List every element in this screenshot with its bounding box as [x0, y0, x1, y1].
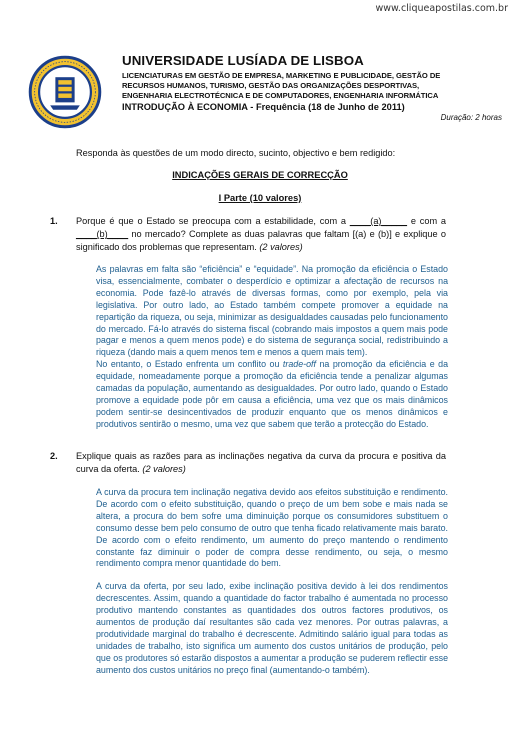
question-number: 2.: [50, 451, 58, 461]
blank-a: ____(a)_____: [349, 216, 408, 226]
exam-duration: Duração: 2 horas: [440, 113, 502, 122]
watermark: www.cliqueapostilas.com.br: [375, 3, 508, 14]
answer-2: [96, 487, 448, 677]
part-title: I Parte (10 valores): [218, 193, 302, 203]
question-text: Explique quais as razões para as inclinações negativa da curva da procura e positiva da curva da oferta. (2 valores): [76, 451, 446, 475]
exam-subject: INTRODUÇÃO À ECONOMIA - Frequência (18 de Junho de 2011): [122, 102, 405, 112]
courses-line-3: ENGENHARIA ELECTROTÉCNICA E DE COMPUTADORES, ENGENHARIA INFORMÁTICA: [122, 91, 439, 100]
answer-paragraph: A curva da oferta, por seu lado, exibe inclinação positiva devido à lei dos rendimentos decrescentes. Assim, quando a quantidade do factor trabalho é aumentada no processo produtivo mantendo constantes as quantidades dos outros factores produtivos, os aumentos de produção daí resultantes são cada vez menores. Por outras palavras, a produtividade marginal do trabalho é decrescente. Admitindo salário igual para todas as unidades de trabalho, isto significa um aumento dos custos unitários de produção, pelo que os produtores só estarão dispostos a aumentar a produção se puderem reflectir esse aumento dos custos unitários no preço final (aumentando-o também).: [96, 581, 448, 675]
courses-line-1: LICENCIATURAS EM GESTÃO DE EMPRESA, MARKETING E PUBLICIDADE, GESTÃO DE: [122, 71, 441, 80]
question-text: Porque é que o Estado se preocupa com a estabilidade, com a ____(a)_____ e com a ____(b)____ no mercado? Complete as duas palavras que faltam [(a) e (b)] e explique o significado dos problemas que representam. (2 valores): [76, 216, 446, 253]
question-marks: (2 valores): [142, 464, 186, 475]
question-1: [50, 215, 446, 255]
answer-1: [96, 264, 448, 431]
blank-b: ____(b)____: [76, 229, 129, 240]
question-number: 1.: [50, 216, 58, 226]
question-marks: (2 valores): [259, 242, 303, 253]
university-seal-logo: [28, 55, 102, 129]
question-2: [50, 450, 446, 476]
answer-paragraph: No entanto, o Estado enfrenta um conflito ou trade-off na promoção da eficiência e da equidade, nomeadamente porque a promoção da eficiência tende a penalizar algumas camadas da população, aumentando as desigualdades. Por outro lado, quando o Estado promove a equidade pode pôr em causa a eficiência, uma vez que os mais dinâmicos podem sentir-se desincentivados de produzir enquanto que os menos dinâmicos e produtivos sentirão o mesmo, uma vez que sabem que terão a protecção do Estado.: [96, 359, 448, 429]
university-name: UNIVERSIDADE LUSÍADA DE LISBOA: [122, 53, 364, 68]
section-title: INDICAÇÕES GERAIS DE CORRECÇÃO: [172, 170, 348, 180]
answer-paragraph: A curva da procura tem inclinação negativa devido aos efeitos substituição e rendimento. De acordo com o efeito substituição, quando o preço de um bem sobe e mais nada se altera, a procura do bem sofre uma diminuição porque os consumidores substituem o consumo desse bem pelo consumo de outro que tenha ficado relativamente mais barato. De acordo com o efeito rendimento, um aumento do preço mantendo o rendimento constante faz diminuir o poder de compra desse rendimento, ou seja, o mesmo rendimento compra menor quantidade do bem.: [96, 487, 448, 569]
courses-line-2: RECURSOS HUMANOS, TURISMO, GESTÃO DAS ORGANIZAÇÕES DESPORTIVAS,: [122, 81, 420, 90]
answer-paragraph: As palavras em falta são “eficiência” e “equidade”. Na promoção da eficiência o Estado visa, essencialmente, combater o desperdício e optimizar a afectação de recursos na economia. Pode fazê-lo através de diversas formas, como por exemplo, pela via legislativa. Por outro lado, ao Estado também compete promover a equidade na repartição da riqueza, ou seja, minimizar as desigualdades causadas pelo funcionamento do mercado. Fá-lo através do sistema fiscal (cobrando mais impostos a quem mais pode pagar e menos a quem menos pode) e do sistema de segurança social, redistribuindo a riqueza (dando mais a quem menos tem e menos a quem mais tem).: [96, 264, 448, 358]
instruction-text: Responda às questões de um modo directo, sucinto, objectivo e bem redigido:: [76, 148, 396, 158]
